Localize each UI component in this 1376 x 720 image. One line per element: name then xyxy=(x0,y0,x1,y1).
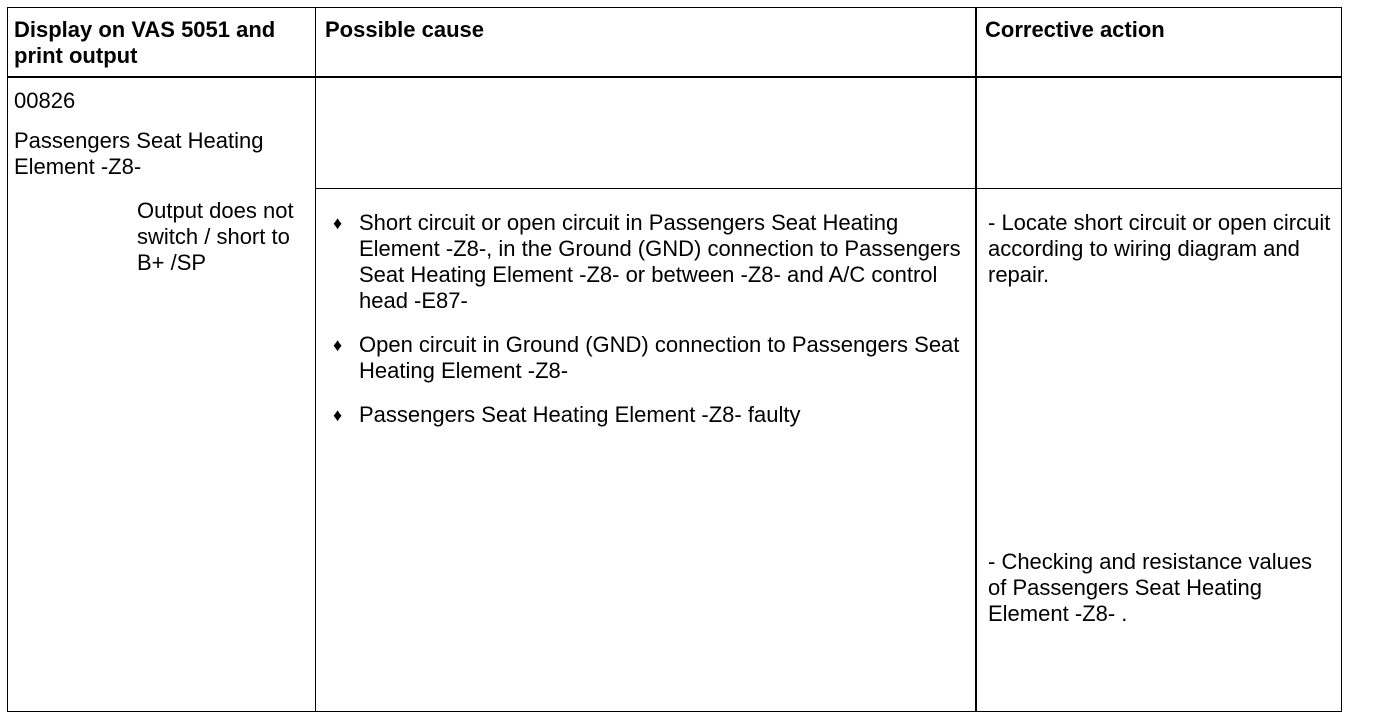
corrective-action-1: - Locate short circuit or open circuit according to wiring diagram and repair. xyxy=(988,210,1331,287)
bullet-icon: ♦ xyxy=(333,213,343,233)
header-corrective-action: Corrective action xyxy=(985,17,1165,42)
list-item xyxy=(333,210,963,314)
header-divider xyxy=(7,76,1342,78)
cause-list xyxy=(333,210,963,446)
cause-text: Open circuit in Ground (GND) connection to Passengers Seat Heating Element -Z8- xyxy=(359,332,960,383)
column-divider xyxy=(315,7,316,712)
list-item xyxy=(333,402,963,428)
header-display: Display on VAS 5051 and print output xyxy=(14,17,276,68)
bullet-icon: ♦ xyxy=(333,405,343,425)
row-divider xyxy=(316,188,1342,189)
cause-text: Short circuit or open circuit in Passengers Seat Heating Element -Z8-, in the Ground (GND) connection to Passengers Seat Heating Element -Z8- or between -Z8- and A/C control head -E87- xyxy=(359,210,961,313)
column-divider xyxy=(975,7,977,712)
header-possible-cause: Possible cause xyxy=(325,17,484,42)
corrective-action-2: - Checking and resistance values of Passengers Seat Heating Element -Z8- . xyxy=(988,549,1313,626)
list-item xyxy=(333,332,963,384)
fault-status: Output does not switch / short to B+ /SP xyxy=(137,198,294,275)
fault-code: 00826 xyxy=(14,88,76,113)
fault-component: Passengers Seat Heating Element -Z8- xyxy=(14,128,264,179)
bullet-icon: ♦ xyxy=(333,335,343,355)
cause-text: Passengers Seat Heating Element -Z8- faulty xyxy=(359,402,801,427)
